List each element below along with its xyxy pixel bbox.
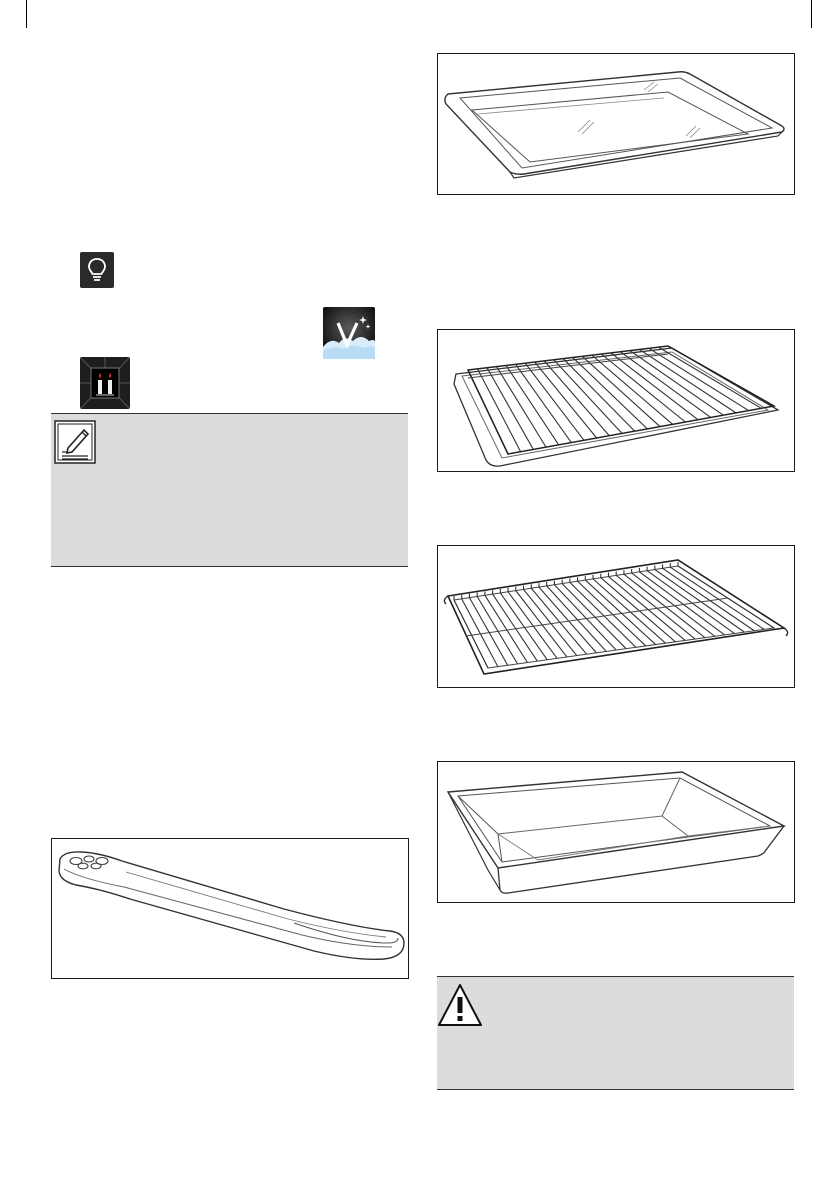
warning-triangle-icon xyxy=(437,983,483,1027)
shallow-tray-icon xyxy=(438,54,794,194)
shallow-tray-illustration xyxy=(437,53,795,195)
crop-mark-right xyxy=(811,0,812,28)
lightbulb-icon xyxy=(80,252,114,288)
warning-box xyxy=(437,976,794,1090)
steam-clean-icon xyxy=(323,307,375,359)
rack-on-tray-icon xyxy=(438,330,794,471)
spatula-icon xyxy=(52,839,408,978)
wire-rack-icon xyxy=(438,546,794,687)
crop-mark-left xyxy=(26,0,27,28)
deep-tray-illustration xyxy=(437,761,795,903)
wire-rack-illustration xyxy=(437,545,795,688)
deep-tray-icon xyxy=(438,762,794,902)
grill-spatula-illustration xyxy=(51,838,409,979)
candles-icon xyxy=(80,357,130,409)
pencil-note-icon xyxy=(54,420,96,464)
grill-rack-on-tray-illustration xyxy=(437,329,795,472)
note-box xyxy=(51,413,408,567)
